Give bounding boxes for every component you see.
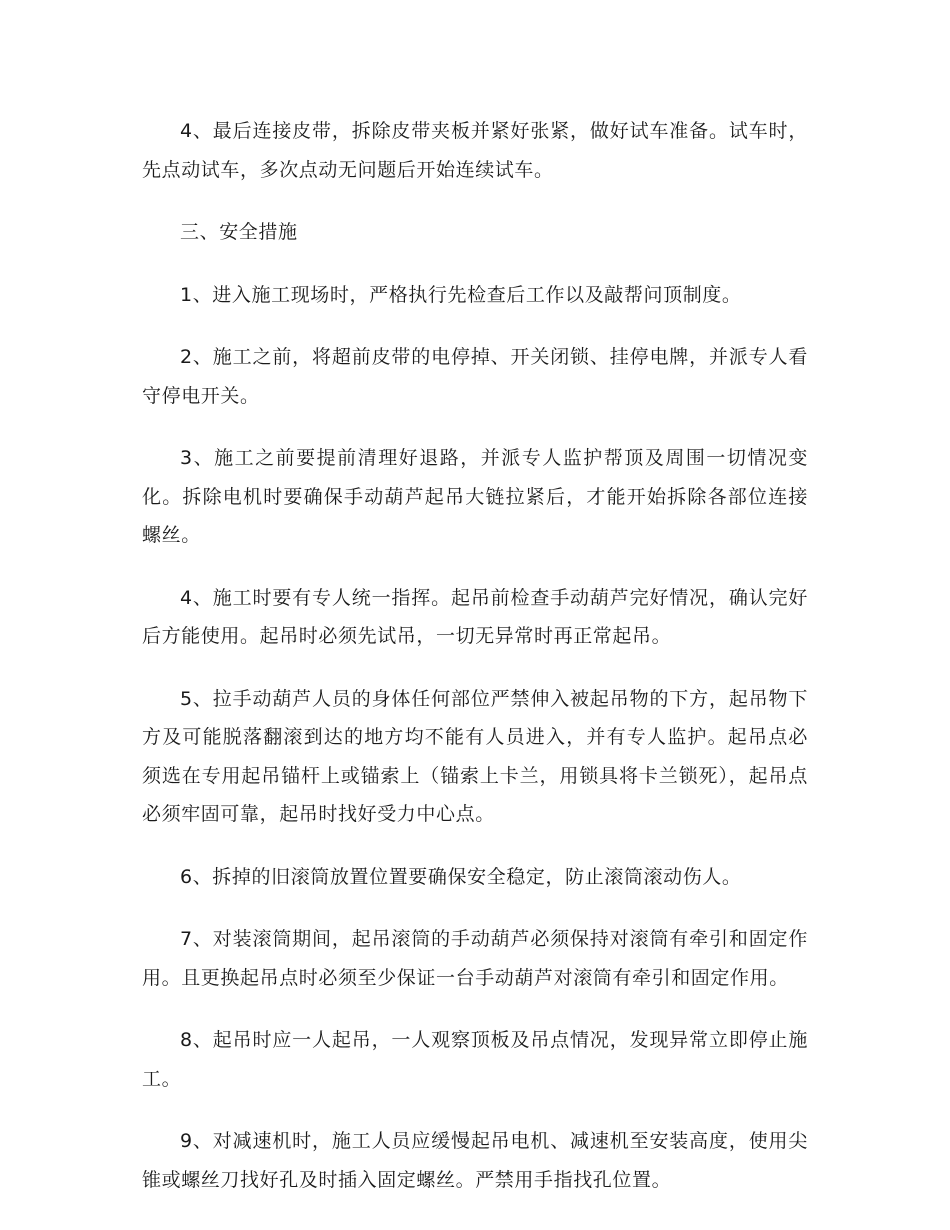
paragraph-safety-1: 1、进入施工现场时，严格执行先检查后工作以及敲帮问顶制度。 — [180, 283, 742, 306]
paragraph-safety-7: 7、对装滚筒期间，起吊滚筒的手动葫芦必须保持对滚筒有牵引和固定作用。且更换起吊点时必须至少保证一台手动葫芦对滚筒有牵引和固定作用。 — [142, 928, 808, 989]
section-heading-safety-measures: 三、安全措施 — [180, 221, 298, 243]
paragraph-safety-4: 4、施工时要有专人统一指挥。起吊前检查手动葫芦完好情况，确认完好后方能使用。起吊时必须先试吊，一切无异常时再正常起吊。 — [142, 586, 808, 647]
paragraph-safety-2: 2、施工之前，将超前皮带的电停掉、开关闭锁、挂停电牌，并派专人看守停电开关。 — [142, 346, 808, 407]
paragraph-safety-3: 3、施工之前要提前清理好退路，并派专人监护帮顶及周围一切情况变化。拆除电机时要确保手动葫芦起吊大链拉紧后，才能开始拆除各部位连接螺丝。 — [142, 447, 808, 546]
paragraph-safety-9: 9、对减速机时，施工人员应缓慢起吊电机、减速机至安装高度，使用尖锥或螺丝刀找好孔及时插入固定螺丝。严禁用手指找孔位置。 — [142, 1130, 808, 1191]
paragraph-belt-connect-step-4: 4、最后连接皮带，拆除皮带夹板并紧好张紧，做好试车准备。试车时，先点动试车，多次点动无问题后开始连续试车。 — [142, 120, 808, 181]
paragraph-safety-5: 5、拉手动葫芦人员的身体任何部位严禁伸入被起吊物的下方，起吊物下方及可能脱落翻滚到达的地方均不能有人员进入，并有专人监护。起吊点必须选在专用起吊锚杆上或锚索上（锚索上卡兰，用锁具将卡兰锁死），起吊点必须牢固可靠，起吊时找好受力中心点。 — [142, 687, 808, 825]
paragraph-safety-8: 8、起吊时应一人起吊，一人观察顶板及吊点情况，发现异常立即停止施工。 — [142, 1029, 808, 1090]
paragraph-safety-6: 6、拆掉的旧滚筒放置位置要确保安全稳定，防止滚筒滚动伤人。 — [180, 865, 742, 888]
